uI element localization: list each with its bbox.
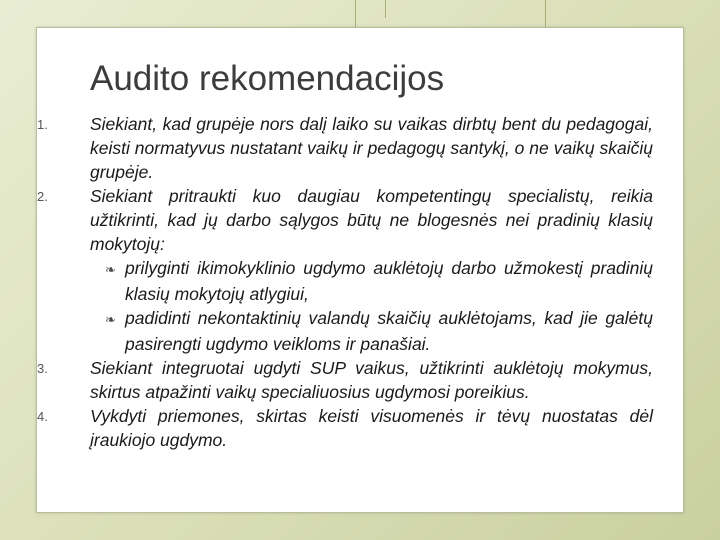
sub-list-item-text: padidinti nekontaktinių valandų skaičių auklėtojams, kad jie galėtų pasirengti ugdymo veikloms ir panašiai. bbox=[125, 308, 653, 354]
sub-list-item bbox=[37, 306, 653, 356]
sub-list-item bbox=[37, 256, 653, 306]
list-number: 3. bbox=[37, 361, 48, 376]
slide-title: Audito rekomendacijos bbox=[90, 59, 445, 98]
list-item-text: Siekiant pritraukti kuo daugiau kompetentingų specialistų, reikia užtikrinti, kad jų darbo sąlygos būtų ne blogesnės nei pradinių klasių mokytojų: bbox=[90, 186, 653, 254]
list-item-text: Vykdyti priemones, skirtas keisti visuomenės ir tėvų nuostatas dėl įraukiojo ugdymo. bbox=[90, 406, 653, 450]
list-item bbox=[37, 356, 653, 404]
recommendations-list bbox=[37, 112, 653, 452]
sub-list-item-text: prilyginti ikimokyklinio ugdymo auklėtojų darbo užmokestį pradinių klasių mokytojų atlygiui, bbox=[125, 258, 653, 304]
list-item bbox=[37, 184, 653, 256]
list-item bbox=[37, 404, 653, 452]
list-number: 1. bbox=[37, 117, 48, 132]
list-number: 2. bbox=[37, 189, 48, 204]
list-item bbox=[37, 112, 653, 184]
background-decor-line bbox=[385, 0, 386, 18]
list-item-text: Siekiant, kad grupėje nors dalį laiko su vaikas dirbtų bent du pedagogai, keisti normatyvus nustatant vaikų ir pedagogų santykį, o ne vaikų skaičių grupėje. bbox=[90, 114, 653, 182]
background-decor-line bbox=[355, 0, 356, 30]
list-item-text: Siekiant integruotai ugdyti SUP vaikus, užtikrinti auklėtojų mokymus, skirtus atpažinti vaikų specialiuosius ugdymosi poreikius. bbox=[90, 358, 653, 402]
list-number: 4. bbox=[37, 409, 48, 424]
background-decor-line bbox=[545, 0, 546, 30]
slide bbox=[36, 27, 684, 513]
leaf-bullet-icon: ❧ bbox=[105, 262, 116, 277]
leaf-bullet-icon: ❧ bbox=[105, 312, 116, 327]
